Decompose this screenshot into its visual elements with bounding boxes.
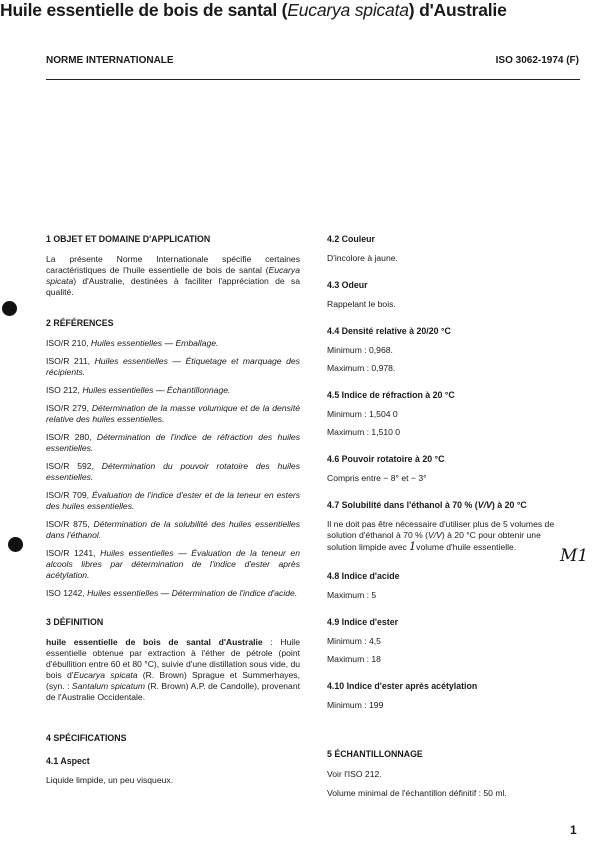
section-4-8-heading: 4.8 Indice d'acide — [327, 571, 400, 581]
reference-title: Huiles essentielles — Échantillonnage. — [82, 385, 231, 395]
s47-vv: V/V — [428, 530, 442, 540]
s47-heading-b: ) à 20 °C — [491, 500, 527, 510]
reference-title: Huiles essentielles — Étiquetage et marquage des récipients. — [46, 356, 300, 377]
handwritten-margin-mark: M1 — [560, 546, 589, 566]
s47-heading-vv: V/V — [477, 500, 492, 510]
reference-item — [46, 385, 300, 396]
reference-item — [46, 432, 300, 454]
section-4-10-heading: 4.10 Indice d'ester après acétylation — [327, 681, 478, 691]
reference-code: ISO/R 875, — [46, 519, 94, 529]
reference-title: Huiles essentielles — Emballage. — [90, 338, 219, 348]
title-species: Eucarya spicata — [287, 0, 409, 20]
s47-heading-a: 4.7 Solubilité dans l'éthanol à 70 % ( — [327, 500, 478, 510]
reference-title: Évaluation de l'indice d'ester et de la teneur en esters des huiles essentielles. — [46, 490, 301, 511]
section-4-3-heading: 4.3 Odeur — [327, 280, 368, 290]
section-4-9-heading: 4.9 Indice d'ester — [327, 617, 399, 627]
s47-text-a: Il ne doit pas être nécessaire d'utiliser plus de 5 volumes de solution d'éthanol à 70 % ( — [327, 519, 555, 540]
reference-code: ISO/R 211, — [46, 356, 95, 366]
section-4-10-min: Minimum : 199 — [327, 700, 384, 710]
reference-code: ISO/R 210, — [46, 338, 91, 348]
section-4-8-max: Maximum : 5 — [327, 590, 377, 600]
reference-title: Détermination de la masse volumique et de la densité relative des huiles essentielles. — [46, 403, 300, 424]
s1-text-b: ) d'Australie, destinées à faciliter l'appréciation de sa qualité. — [46, 276, 300, 297]
section-4-1-text: Liquide limpide, un peu visqueux. — [46, 775, 174, 785]
handwritten-correction: 1 — [409, 540, 417, 553]
reference-item — [46, 490, 300, 512]
reference-code: ISO 1242, — [46, 588, 88, 598]
reference-title: Détermination de l'indice de réfraction des huiles essentielles. — [46, 432, 300, 453]
title-text-1: Huile essentielle de bois de santal ( — [0, 0, 288, 20]
section-4-4-heading: 4.4 Densité relative à 20/20 °C — [327, 326, 451, 336]
reference-item — [46, 519, 300, 541]
reference-code: ISO/R 592, — [46, 461, 102, 471]
section-4-5-heading: 4.5 Indice de réfraction à 20 °C — [327, 390, 455, 400]
section-4-heading: 4 SPÉCIFICATIONS — [46, 733, 127, 743]
reference-code: ISO/R 279, — [46, 403, 92, 413]
s1-text-a: La présente Norme Internationale spécifie certaines caractéristiques de l'huile essentielle de bois de santal ( — [46, 254, 300, 275]
reference-title: Huiles essentielles — Détermination de l'indice d'acide. — [87, 588, 298, 598]
section-5-heading: 5 ÉCHANTILLONNAGE — [327, 749, 423, 759]
document-title — [0, 0, 540, 21]
s3-text-c: (R. Brown) A.P. de Candolle), provenant de l'Australie Occidentale. — [46, 681, 300, 702]
section-4-5-min: Minimum : 1,504 0 — [327, 409, 398, 419]
reference-title: Détermination de la solubilité des huiles essentielles dans l'éthanol. — [46, 519, 300, 540]
header-left: NORME INTERNATIONALE — [46, 55, 174, 66]
section-4-4-min: Minimum : 0,968. — [327, 345, 393, 355]
section-4-2-heading: 4.2 Couleur — [327, 234, 375, 244]
reference-code: ISO/R 280, — [46, 432, 97, 442]
section-3-heading: 3 DÉFINITION — [46, 617, 104, 627]
punch-hole-bottom — [8, 537, 23, 552]
right-column — [327, 230, 579, 799]
s47-text-b: ) à 20 °C pour obtenir une solution limpide avec — [327, 530, 541, 552]
section-5-text-1: Voir l'ISO 212. — [327, 769, 382, 779]
section-5-text-2: Volume minimal de l'échantillon définitif : 50 ml. — [327, 788, 507, 798]
s3-text-b: (R. Brown) Sprague et Summerhayes, (syn. : — [46, 670, 300, 691]
s47-text-c: volume d'huile essentielle. — [416, 542, 517, 552]
section-4-3-text: Rappelant le bois. — [327, 299, 396, 309]
reference-title: Détermination du pouvoir rotatoire des huiles essentielles. — [46, 461, 300, 482]
left-column — [46, 230, 300, 786]
section-4-9-max: Maximum : 18 — [327, 654, 381, 664]
reference-code: ISO/R 709, — [46, 490, 92, 500]
section-4-7-heading — [327, 500, 579, 511]
section-4-6-heading: 4.6 Pouvoir rotatoire à 20 °C — [327, 454, 445, 464]
reference-item — [46, 588, 300, 599]
reference-item — [46, 356, 300, 378]
section-4-1-heading: 4.1 Aspect — [46, 756, 90, 766]
reference-item — [46, 461, 300, 483]
section-1-text — [46, 254, 300, 298]
definition-term: huile essentielle de bois de santal d'Australie — [46, 637, 263, 647]
s3-text-a: : Huile essentielle obtenue par extraction à l'éther de pétrole (point d'ébullition entre 60 et 80 °C), suivie d'une distillation sous vide, du bois d' — [46, 637, 300, 680]
s1-species: Eucarya spicata — [46, 265, 300, 286]
section-2-heading: 2 RÉFÉRENCES — [46, 318, 114, 328]
reference-item — [46, 403, 300, 425]
reference-title: Huiles essentielles — Évaluation de la teneur en alcools libres par détermination de l'indice d'ester après acétylation. — [46, 548, 300, 580]
page-number: 1 — [570, 823, 577, 837]
reference-item — [46, 338, 300, 349]
reference-item — [46, 548, 300, 581]
section-4-2-text: D'incolore à jaune. — [327, 253, 398, 263]
section-4-4-max: Maximum : 0,978. — [327, 363, 396, 373]
s3-species-2: Santalum spicatum — [71, 681, 146, 691]
section-4-9-min: Minimum : 4,5 — [327, 636, 381, 646]
header-rule — [46, 79, 580, 80]
header-right: ISO 3062-1974 (F) — [495, 55, 579, 66]
reference-code: ISO 212, — [46, 385, 83, 395]
title-text-2: ) d'Australie — [408, 0, 507, 20]
section-4-5-max: Maximum : 1,510 0 — [327, 427, 401, 437]
references-list — [46, 338, 300, 599]
s3-species-1: Eucarya spicata — [73, 670, 138, 680]
reference-code: ISO/R 1241, — [46, 548, 101, 558]
section-4-6-text: Compris entre − 8° et − 3° — [327, 473, 427, 483]
section-4-7-text — [327, 519, 565, 553]
section-3-text — [46, 637, 300, 703]
section-1-heading: 1 OBJET ET DOMAINE D'APPLICATION — [46, 234, 211, 244]
punch-hole-top — [2, 301, 17, 316]
